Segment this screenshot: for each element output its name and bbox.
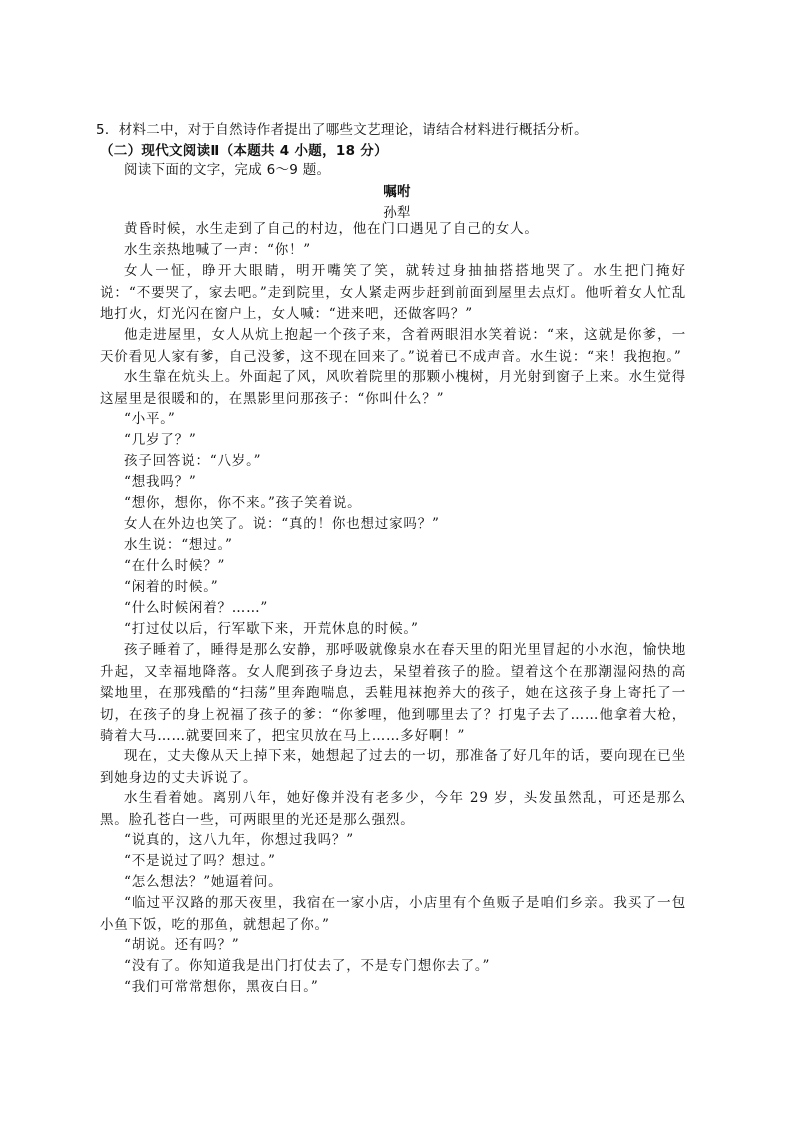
section-heading: （二）现代文阅读Ⅱ（本题共 4 小题，18 分）	[100, 143, 388, 159]
story-paragraph: 孩子回答说：“八岁。”	[124, 453, 262, 469]
story-paragraph: “怎么想法？”她逼着问。	[124, 874, 283, 890]
story-paragraph: 现在，丈夫像从天上掉下来，她想起了过去的一切，那准备了好几年的话，要向现在已坐到她身边的丈夫诉说了。	[100, 748, 686, 786]
story-paragraph: 女人在外边也笑了。说：“真的！你也想过家吗？”	[124, 516, 440, 532]
story-paragraph: “我们可常常想你，黑夜白日。”	[124, 979, 319, 995]
story-title: 嘱咐	[383, 184, 411, 200]
story-paragraph: 水生看着她。离别八年，她好像并没有老多少，今年 29 岁，头发虽然乱，可还是那么黑。脸孔苍白一些，可两眼里的光还是那么强烈。	[100, 790, 686, 828]
story-paragraph: “胡说。还有吗？”	[124, 937, 240, 953]
story-paragraph: 孩子睡着了，睡得是那么安静，那呼吸就像泉水在春天里的阳光里冒起的小水泡，愉快地升起，又幸福地降落。女人爬到孩子身边去，呆望着孩子的脸。望着这个在那潮湿闷热的高粱地里，在那残酷的“扫荡”里奔跑喘息，丢鞋甩袜抱养大的孩子，她在这孩子身上寄托了一切，在孩子的身上祝福了孩子的爹：“你爹哩，他到哪里去了？打鬼子去了……他拿着大枪，骑着大马……就要回来了，把宝贝放在马上……多好啊！”	[100, 642, 686, 744]
story-paragraph: “想你，想你，你不来。”孩子笑着说。	[124, 495, 362, 511]
story-paragraph: 女人一怔，睁开大眼睛，明开嘴笑了笑，就转过身抽抽搭搭地哭了。水生把门掩好说：“不要哭了，家去吧。”走到院里，女人紧走两步赶到前面到屋里去点灯。他听着女人忙乱地打火，灯光闪在窗户上，女人喊：“进来吧，还做客吗？”	[100, 263, 686, 322]
story-paragraph: “说真的，这八九年，你想过我吗？”	[124, 832, 354, 848]
story-paragraph: 水生亲热地喊了一声：“你！”	[124, 242, 312, 258]
story-author: 孙犁	[383, 205, 411, 221]
story-paragraph: “小平。”	[124, 411, 176, 427]
story-paragraph: “不是说过了吗？想过。”	[124, 853, 276, 869]
story-paragraph: “几岁了？”	[124, 432, 197, 448]
reading-instruction: 阅读下面的文字，完成 6～9 题。	[124, 162, 331, 178]
story-paragraph: 水生靠在炕头上。外面起了风，风吹着院里的那颗小槐树，月光射到窗子上来。水生觉得这屋里是很暖和的，在黑影里问那孩子：“你叫什么？”	[100, 369, 686, 407]
story-paragraph: “在什么时候？”	[124, 558, 226, 574]
story-paragraph: “打过仗以后，行军歇下来，开荒休息的时候。”	[124, 621, 419, 637]
story-paragraph: 他走进屋里，女人从炕上抱起一个孩子来，含着两眼泪水笑着说：“来，这就是你爹，一天价看见人家有爹，自己没爹，这不现在回来了。”说着已不成声音。水生说：“来！我抱抱。”	[100, 327, 686, 365]
story-paragraph: “闲着的时候。”	[124, 579, 219, 595]
story-paragraph: 水生说：“想过。”	[124, 537, 233, 553]
story-paragraph: “没有了。你知道我是出门打仗去了，不是专门想你去了。”	[124, 958, 491, 974]
question-5: 5．材料二中，对于自然诗作者提出了哪些文艺理论，请结合材料进行概括分析。	[96, 122, 588, 138]
story-paragraph: “什么时候闲着？……”	[124, 600, 269, 616]
story-paragraph: “临过平汉路的那天夜里，我宿在一家小店，小店里有个鱼贩子是咱们乡亲。我买了一包小鱼下饭，吃的那鱼，就想起了你。”	[100, 895, 686, 933]
story-paragraph: 黄昏时候，水生走到了自己的村边，他在门口遇见了自己的女人。	[124, 221, 539, 237]
story-paragraph: “想我吗？”	[124, 474, 197, 490]
